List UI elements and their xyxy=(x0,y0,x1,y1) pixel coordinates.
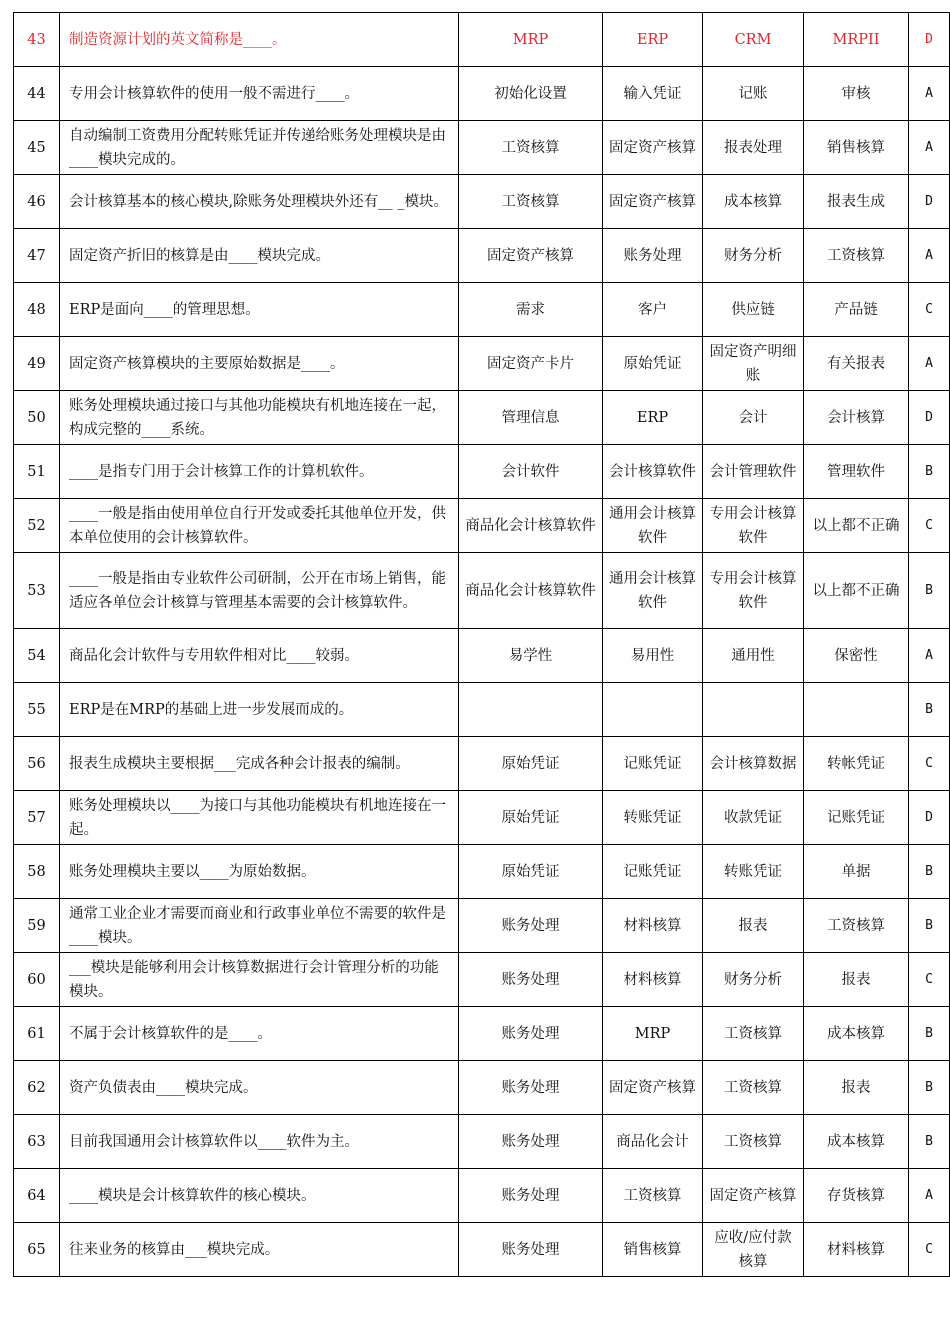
question-text: ___模块是能够利用会计核算数据进行会计管理分析的功能模块。 xyxy=(60,953,459,1007)
option-d: 审核 xyxy=(804,67,909,121)
option-c xyxy=(703,683,804,737)
option-d: 产品链 xyxy=(804,283,909,337)
option-d: 有关报表 xyxy=(804,337,909,391)
answer-key: A xyxy=(909,67,950,121)
question-text: 目前我国通用会计核算软件以____软件为主。 xyxy=(60,1115,459,1169)
option-b: 销售核算 xyxy=(603,1223,703,1277)
question-number: 64 xyxy=(14,1169,60,1223)
question-number: 62 xyxy=(14,1061,60,1115)
question-text: ERP是在MRP的基础上进一步发展而成的。 xyxy=(60,683,459,737)
option-d: 报表 xyxy=(804,1061,909,1115)
question-row xyxy=(14,499,950,553)
question-row xyxy=(14,791,950,845)
question-number: 54 xyxy=(14,629,60,683)
option-c: 会计管理软件 xyxy=(703,445,804,499)
option-c: 会计 xyxy=(703,391,804,445)
answer-key: C xyxy=(909,1223,950,1277)
question-text: 账务处理模块以____为接口与其他功能模块有机地连接在一起。 xyxy=(60,791,459,845)
option-c: 收款凭证 xyxy=(703,791,804,845)
option-b: 材料核算 xyxy=(603,899,703,953)
question-text: ____一般是指由专业软件公司研制，公开在市场上销售，能适应各单位会计核算与管理基本需要的会计核算软件。 xyxy=(60,553,459,629)
question-text: ____一般是指由使用单位自行开发或委托其他单位开发，供本单位使用的会计核算软件。 xyxy=(60,499,459,553)
option-a: 商品化会计核算软件 xyxy=(459,553,603,629)
question-row xyxy=(14,1169,950,1223)
question-text: 固定资产折旧的核算是由____模块完成。 xyxy=(60,229,459,283)
option-b: 转账凭证 xyxy=(603,791,703,845)
option-d: 会计核算 xyxy=(804,391,909,445)
question-row xyxy=(14,1223,950,1277)
option-a: 固定资产核算 xyxy=(459,229,603,283)
option-d: 材料核算 xyxy=(804,1223,909,1277)
question-row xyxy=(14,629,950,683)
option-c: 报表 xyxy=(703,899,804,953)
option-c: 成本核算 xyxy=(703,175,804,229)
question-text: ____是指专门用于会计核算工作的计算机软件。 xyxy=(60,445,459,499)
option-d: 转帐凭证 xyxy=(804,737,909,791)
answer-key: C xyxy=(909,953,950,1007)
option-b: 客户 xyxy=(603,283,703,337)
option-a xyxy=(459,683,603,737)
answer-key: A xyxy=(909,337,950,391)
option-b: 通用会计核算软件 xyxy=(603,499,703,553)
option-b: 原始凭证 xyxy=(603,337,703,391)
option-c: 固定资产明细账 xyxy=(703,337,804,391)
option-b: 固定资产核算 xyxy=(603,1061,703,1115)
option-a: 原始凭证 xyxy=(459,845,603,899)
answer-key: B xyxy=(909,845,950,899)
answer-key: C xyxy=(909,499,950,553)
option-c: 应收/应付款核算 xyxy=(703,1223,804,1277)
question-text: 会计核算基本的核心模块,除账务处理模块外还有__ _模块。 xyxy=(60,175,459,229)
option-c: 通用性 xyxy=(703,629,804,683)
option-a: 固定资产卡片 xyxy=(459,337,603,391)
option-b xyxy=(603,683,703,737)
answer-key: B xyxy=(909,1061,950,1115)
question-table xyxy=(13,12,950,1277)
question-number: 61 xyxy=(14,1007,60,1061)
answer-key: B xyxy=(909,445,950,499)
option-c: 财务分析 xyxy=(703,953,804,1007)
option-a: 账务处理 xyxy=(459,1007,603,1061)
question-number: 58 xyxy=(14,845,60,899)
question-row xyxy=(14,175,950,229)
answer-key: C xyxy=(909,283,950,337)
option-a: MRP xyxy=(459,13,603,67)
option-a: 商品化会计核算软件 xyxy=(459,499,603,553)
option-d: 记账凭证 xyxy=(804,791,909,845)
question-row xyxy=(14,337,950,391)
option-a: 账务处理 xyxy=(459,1169,603,1223)
option-b: 通用会计核算软件 xyxy=(603,553,703,629)
question-number: 49 xyxy=(14,337,60,391)
option-b: 材料核算 xyxy=(603,953,703,1007)
option-b: MRP xyxy=(603,1007,703,1061)
option-d: 以上都不正确 xyxy=(804,499,909,553)
option-a: 管理信息 xyxy=(459,391,603,445)
question-row xyxy=(14,683,950,737)
question-row xyxy=(14,13,950,67)
option-b: 固定资产核算 xyxy=(603,175,703,229)
option-b: 易用性 xyxy=(603,629,703,683)
question-row xyxy=(14,1115,950,1169)
option-a: 账务处理 xyxy=(459,1115,603,1169)
answer-key: A xyxy=(909,629,950,683)
option-a: 账务处理 xyxy=(459,1223,603,1277)
question-number: 65 xyxy=(14,1223,60,1277)
question-text: 不属于会计核算软件的是____。 xyxy=(60,1007,459,1061)
question-number: 59 xyxy=(14,899,60,953)
option-b: ERP xyxy=(603,13,703,67)
option-b: 商品化会计 xyxy=(603,1115,703,1169)
option-c: 财务分析 xyxy=(703,229,804,283)
option-a: 账务处理 xyxy=(459,1061,603,1115)
option-c: 会计核算数据 xyxy=(703,737,804,791)
answer-key: B xyxy=(909,683,950,737)
option-c: 工资核算 xyxy=(703,1115,804,1169)
answer-key: D xyxy=(909,391,950,445)
question-row xyxy=(14,229,950,283)
question-row xyxy=(14,1007,950,1061)
option-b: 工资核算 xyxy=(603,1169,703,1223)
question-rows xyxy=(14,13,950,1277)
answer-key: A xyxy=(909,1169,950,1223)
option-a: 原始凭证 xyxy=(459,791,603,845)
question-text: 专用会计核算软件的使用一般不需进行____。 xyxy=(60,67,459,121)
option-d: 管理软件 xyxy=(804,445,909,499)
answer-key: C xyxy=(909,737,950,791)
option-b: 账务处理 xyxy=(603,229,703,283)
option-d xyxy=(804,683,909,737)
question-text: 往来业务的核算由___模块完成。 xyxy=(60,1223,459,1277)
question-text: 商品化会计软件与专用软件相对比____较弱。 xyxy=(60,629,459,683)
option-d: 工资核算 xyxy=(804,229,909,283)
option-b: ERP xyxy=(603,391,703,445)
option-b: 固定资产核算 xyxy=(603,121,703,175)
option-a: 易学性 xyxy=(459,629,603,683)
option-d: 报表生成 xyxy=(804,175,909,229)
question-number: 50 xyxy=(14,391,60,445)
question-number: 44 xyxy=(14,67,60,121)
question-row xyxy=(14,1061,950,1115)
option-d: 成本核算 xyxy=(804,1115,909,1169)
option-c: 工资核算 xyxy=(703,1061,804,1115)
option-a: 原始凭证 xyxy=(459,737,603,791)
question-number: 55 xyxy=(14,683,60,737)
question-number: 48 xyxy=(14,283,60,337)
question-row xyxy=(14,67,950,121)
option-d: 工资核算 xyxy=(804,899,909,953)
option-b: 输入凭证 xyxy=(603,67,703,121)
question-row xyxy=(14,845,950,899)
option-a: 工资核算 xyxy=(459,175,603,229)
question-number: 52 xyxy=(14,499,60,553)
question-number: 46 xyxy=(14,175,60,229)
answer-key: A xyxy=(909,229,950,283)
option-b: 记账凭证 xyxy=(603,737,703,791)
question-number: 51 xyxy=(14,445,60,499)
question-text: 账务处理模块通过接口与其他功能模块有机地连接在一起，构成完整的____系统。 xyxy=(60,391,459,445)
option-a: 会计软件 xyxy=(459,445,603,499)
question-number: 45 xyxy=(14,121,60,175)
option-a: 初始化设置 xyxy=(459,67,603,121)
answer-key: B xyxy=(909,1115,950,1169)
answer-key: D xyxy=(909,175,950,229)
question-number: 53 xyxy=(14,553,60,629)
option-c: 记账 xyxy=(703,67,804,121)
question-text: 制造资源计划的英文简称是____。 xyxy=(60,13,459,67)
option-b: 记账凭证 xyxy=(603,845,703,899)
option-d: 保密性 xyxy=(804,629,909,683)
question-text: 自动编制工资费用分配转账凭证并传递给账务处理模块是由____模块完成的。 xyxy=(60,121,459,175)
question-text: 账务处理模块主要以____为原始数据。 xyxy=(60,845,459,899)
option-d: 成本核算 xyxy=(804,1007,909,1061)
question-number: 63 xyxy=(14,1115,60,1169)
option-c: 报表处理 xyxy=(703,121,804,175)
question-number: 47 xyxy=(14,229,60,283)
answer-key: D xyxy=(909,13,950,67)
option-c: 固定资产核算 xyxy=(703,1169,804,1223)
answer-key: A xyxy=(909,121,950,175)
answer-key: B xyxy=(909,553,950,629)
question-number: 43 xyxy=(14,13,60,67)
option-d: 单据 xyxy=(804,845,909,899)
question-row xyxy=(14,899,950,953)
answer-key: D xyxy=(909,791,950,845)
question-row xyxy=(14,283,950,337)
question-row xyxy=(14,737,950,791)
option-c: 专用会计核算软件 xyxy=(703,499,804,553)
option-d: MRPII xyxy=(804,13,909,67)
question-row xyxy=(14,953,950,1007)
option-c: 转账凭证 xyxy=(703,845,804,899)
option-a: 工资核算 xyxy=(459,121,603,175)
question-text: 报表生成模块主要根据___完成各种会计报表的编制。 xyxy=(60,737,459,791)
question-text: 资产负债表由____模块完成。 xyxy=(60,1061,459,1115)
question-text: ____模块是会计核算软件的核心模块。 xyxy=(60,1169,459,1223)
option-c: 供应链 xyxy=(703,283,804,337)
answer-key: B xyxy=(909,899,950,953)
question-row xyxy=(14,553,950,629)
option-d: 销售核算 xyxy=(804,121,909,175)
option-b: 会计核算软件 xyxy=(603,445,703,499)
question-row xyxy=(14,445,950,499)
option-a: 账务处理 xyxy=(459,899,603,953)
answer-key: B xyxy=(909,1007,950,1061)
option-a: 账务处理 xyxy=(459,953,603,1007)
question-text: ERP是面向____的管理思想。 xyxy=(60,283,459,337)
option-a: 需求 xyxy=(459,283,603,337)
question-row xyxy=(14,121,950,175)
option-d: 以上都不正确 xyxy=(804,553,909,629)
option-c: 工资核算 xyxy=(703,1007,804,1061)
question-number: 56 xyxy=(14,737,60,791)
question-row xyxy=(14,391,950,445)
option-d: 存货核算 xyxy=(804,1169,909,1223)
option-d: 报表 xyxy=(804,953,909,1007)
question-number: 60 xyxy=(14,953,60,1007)
question-number: 57 xyxy=(14,791,60,845)
question-text: 固定资产核算模块的主要原始数据是____。 xyxy=(60,337,459,391)
option-c: CRM xyxy=(703,13,804,67)
question-text: 通常工业企业才需要而商业和行政事业单位不需要的软件是____模块。 xyxy=(60,899,459,953)
option-c: 专用会计核算软件 xyxy=(703,553,804,629)
